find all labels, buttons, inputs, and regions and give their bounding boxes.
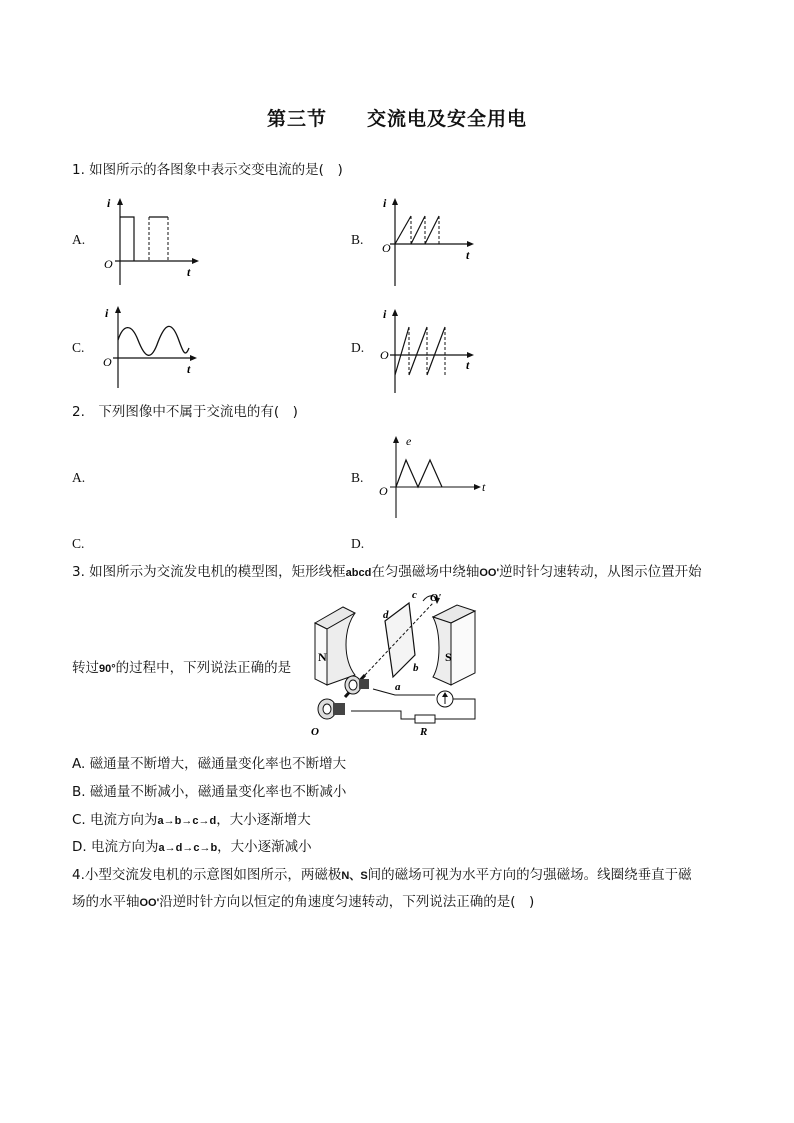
q3-option-d-prefix: D. 电流方向为 xyxy=(72,839,159,855)
q2-graph-b xyxy=(372,430,497,522)
origin-label: O xyxy=(103,355,112,369)
page-title: 第三节 交流电及安全用电 xyxy=(266,108,527,130)
q3-line2-part2: 的过程中，下列说法正确的是 xyxy=(115,660,292,676)
q1-graph-b xyxy=(375,192,485,290)
q3-option-a[interactable]: A. 磁通量不断增大，磁通量变化率也不断增大 xyxy=(72,756,347,772)
q1-graph-a xyxy=(95,190,205,290)
q1-graph-d xyxy=(375,303,485,397)
q1-graph-c xyxy=(95,300,205,392)
axis-o-prime-label: O' xyxy=(430,592,441,604)
corner-c-label: c xyxy=(412,589,417,601)
q3-option-c-suffix: ，大小逐渐增大 xyxy=(216,812,311,828)
q3-stem-part3: 逆时针匀速转动，从图示位置开始 xyxy=(499,564,702,580)
q2-option-a-letter[interactable]: A. xyxy=(72,470,86,485)
origin-label: O xyxy=(380,348,389,362)
q1-option-d-letter[interactable]: D. xyxy=(351,340,365,355)
q4-line1-part1: 4.小型交流发电机的示意图如图所示，两磁极 xyxy=(72,867,342,883)
axis-t-label: t xyxy=(187,265,191,279)
axis-t-label: t xyxy=(466,358,470,372)
q3-option-b[interactable]: B. 磁通量不断减小，磁通量变化率也不断减小 xyxy=(72,784,347,800)
q1-option-b-letter[interactable]: B. xyxy=(351,232,364,247)
q3-option-c[interactable] xyxy=(72,810,311,831)
q3-option-d[interactable] xyxy=(72,837,312,858)
q2-option-d-letter[interactable]: D. xyxy=(351,536,365,551)
q3-angle: 90° xyxy=(99,663,116,675)
q3-option-d-suffix: ，大小逐渐减小 xyxy=(217,839,312,855)
q3-stem-line1 xyxy=(72,562,702,583)
origin-label: O xyxy=(382,241,391,255)
q3-option-c-prefix: C. 电流方向为 xyxy=(72,812,158,828)
axis-i-label: i xyxy=(107,196,111,210)
q3-frame-label: abcd xyxy=(345,567,372,579)
q4-stem-line1 xyxy=(72,865,692,886)
axis-e-label: e xyxy=(406,434,412,448)
q3-axis-label: OO' xyxy=(479,567,500,579)
axis-t-label: t xyxy=(187,362,191,376)
q3-option-d-sequence: a→d→c→b xyxy=(158,842,218,854)
corner-d-label: d xyxy=(383,609,389,621)
axis-i-label: i xyxy=(383,307,387,321)
resistor-r-label: R xyxy=(420,726,428,738)
origin-label: O xyxy=(379,484,388,498)
q4-line2-part1: 场的水平轴 xyxy=(72,894,140,910)
q4-line2-part2: 沿逆时针方向以恒定的角速度匀速转动，下列说法正确的是( ) xyxy=(159,894,535,910)
corner-a-label: a xyxy=(395,681,401,693)
q1-option-c-letter[interactable]: C. xyxy=(72,340,85,355)
q2-option-b-letter[interactable]: B. xyxy=(351,470,364,485)
axis-o-label: O xyxy=(311,726,319,738)
corner-b-label: b xyxy=(413,662,419,674)
q1-stem: 1. 如图所示的各图象中表示交变电流的是( ) xyxy=(72,162,343,178)
q4-line1-part2: 间的磁场可视为水平方向的匀强磁场。线圈绕垂直于磁 xyxy=(367,867,692,883)
origin-label: O xyxy=(104,257,113,271)
q2-stem: 2. 下列图像中不属于交流电的有( ) xyxy=(72,404,298,420)
q3-line2-part1: 转过 xyxy=(72,660,99,676)
q4-stem-line2 xyxy=(72,892,534,913)
q3-stem-line2 xyxy=(72,658,291,679)
q1-option-a-letter[interactable]: A. xyxy=(72,232,86,247)
q3-generator-figure xyxy=(305,585,485,740)
q4-poles: N、S xyxy=(341,870,368,882)
axis-t-label: t xyxy=(482,480,486,494)
axis-i-label: i xyxy=(383,196,387,210)
magnet-n-label: N xyxy=(318,650,327,664)
axis-i-label: i xyxy=(105,306,109,320)
axis-t-label: t xyxy=(466,248,470,262)
q3-stem-part2: 在匀强磁场中绕轴 xyxy=(371,564,480,580)
q2-option-c-letter[interactable]: C. xyxy=(72,536,85,551)
magnet-s-label: S xyxy=(445,650,452,664)
q3-stem-part1: 3. 如图所示为交流发电机的模型图，矩形线框 xyxy=(72,564,346,580)
q3-option-c-sequence: a→b→c→d xyxy=(157,815,217,827)
q4-axis-label: OO' xyxy=(139,897,160,909)
